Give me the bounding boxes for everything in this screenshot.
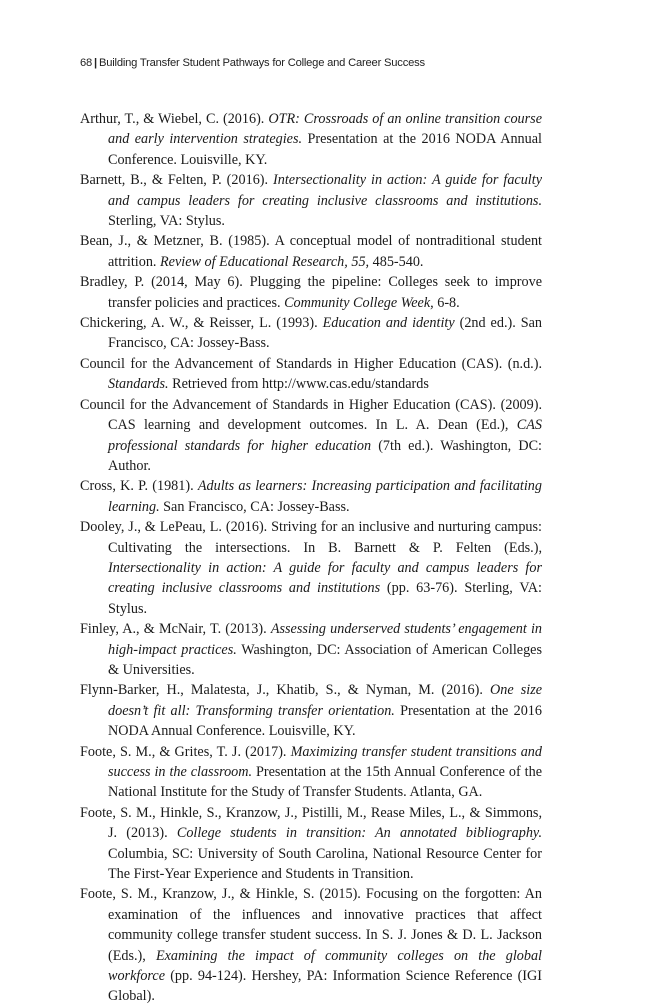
reference-entry [80, 354, 542, 395]
reference-text: Council for the Advancement of Standards in Higher Education (CAS). (2009). CAS learning and development outcomes. In L. A. Dean (Ed.), [80, 396, 542, 434]
reference-title: Intersectionality in action: A guide for faculty and campus leaders for creating inclusive classrooms and institutions. [108, 172, 542, 209]
page-number: 68 [80, 57, 93, 69]
reference-entry [80, 517, 542, 619]
reference-title: CAS professional standards for higher education [108, 417, 542, 454]
reference-text: Foote, S. M., Hinkle, S., Kranzow, J., Pistilli, M., Rease Miles, L., & Simmons, J. (2013). [80, 804, 542, 842]
reference-text: Barnett, B., & Felten, P. (2016). [80, 172, 274, 189]
reference-text: (7th ed.). Washington, DC: Author. [108, 437, 542, 474]
reference-title: One size doesn’t fit all: Transforming transfer orientation. [108, 682, 543, 719]
reference-title: College students in transition: An annotated bibliography. [176, 825, 542, 842]
reference-title: Standards. [108, 376, 169, 393]
reference-text: Finley, A., & McNair, T. (2013). [80, 621, 271, 638]
reference-text: Foote, S. M., & Grites, T. J. (2017). [80, 743, 291, 760]
book-title: Building Transfer Student Pathways for College and Career Success [98, 57, 425, 69]
reference-text: Presentation at the 2016 NODA Annual Conference. Louisville, KY. [108, 131, 542, 168]
reference-title: OTR: Crossroads of an online transition course and early intervention strategies. [108, 111, 542, 148]
reference-title: Assessing underserved students’ engagement in high-impact practices. [108, 621, 542, 658]
reference-text: Arthur, T., & Wiebel, C. (2016). [80, 111, 269, 127]
running-header [80, 57, 425, 69]
header-separator: | [94, 57, 97, 69]
reference-title: Education and identity [322, 315, 455, 332]
reference-text: Chickering, A. W., & Reisser, L. (1993). [80, 315, 323, 332]
reference-text: Council for the Advancement of Standards in Higher Education (CAS). (n.d.). [80, 355, 542, 372]
reference-text: Bean, J., & Metzner, B. (1985). A conceptual model of nontraditional student attrition. [80, 233, 542, 270]
reference-text: Retrieved from http://www.cas.edu/standards [168, 376, 429, 393]
reference-entry [80, 803, 542, 885]
reference-entry [80, 313, 542, 354]
reference-text: Presentation at the 15th Annual Conference of the National Institute for the Study of Transfer Students. Atlanta, GA. [108, 764, 542, 801]
reference-entry [80, 619, 542, 680]
reference-text: Flynn-Barker, H., Malatesta, J., Khatib, S., & Nyman, M. (2016). [80, 682, 490, 699]
reference-entry [80, 272, 542, 313]
reference-title: Adults as learners: Increasing participation and facilitating learning. [108, 478, 542, 515]
reference-title: Examining the impact of community colleges on the global workforce [108, 947, 543, 985]
reference-text: Presentation at the 2016 NODA Annual Conference. Louisville, KY. [108, 702, 542, 740]
reference-entry [80, 109, 542, 170]
reference-title: Intersectionality in action: A guide for faculty and campus leaders for creating inclusive classrooms and institutions [108, 559, 542, 597]
reference-entry [80, 395, 542, 477]
reference-text: (pp. 94-124). Hershey, PA: Information Science Reference (IGI Global). [108, 968, 542, 1005]
reference-entry [80, 231, 542, 272]
reference-text: San Francisco, CA: Jossey-Bass. [159, 498, 350, 515]
reference-entry [80, 170, 542, 231]
reference-text: Cross, K. P. (1981). [80, 478, 198, 495]
reference-title: Community College Week, [284, 294, 434, 311]
reference-title: Review of Educational Research, 55, [160, 253, 370, 270]
reference-text: (pp. 63-76). Sterling, VA: Stylus. [108, 580, 542, 617]
reference-text: Sterling, VA: Stylus. [108, 213, 225, 230]
reference-title: Maximizing transfer student transitions and success in the classroom. [108, 743, 542, 780]
reference-text: Foote, S. M., Kranzow, J., & Hinkle, S. (2015). Focusing on the forgotten: An examination of the influences and innovative practices that affect community college transfer student success. In S. J. Jones & D. L. Jackson (Eds.), [80, 886, 542, 964]
reference-list [80, 109, 542, 1007]
reference-text: (2nd ed.). San Francisco, CA: Jossey-Bass. [108, 315, 543, 352]
reference-text: Bradley, P. (2014, May 6). Plugging the pipeline: Colleges seek to improve transfer policies and practices. [80, 274, 542, 311]
reference-text: 485-540. [369, 253, 424, 270]
reference-entry [80, 476, 542, 517]
reference-text: Columbia, SC: University of South Carolina, National Resource Center for The First-Year Experience and Students in Transition. [108, 845, 542, 883]
reference-text: Washington, DC: Association of American Colleges & Universities. [108, 641, 543, 678]
reference-entry [80, 884, 542, 1006]
reference-text: 6-8. [433, 294, 460, 311]
reference-entry [80, 742, 542, 803]
reference-entry [80, 680, 542, 741]
reference-text: Dooley, J., & LePeau, L. (2016). Striving for an inclusive and nurturing campus: Cultivating the intersections. In B. Barnett & P. Felten (Eds.), [80, 519, 542, 556]
